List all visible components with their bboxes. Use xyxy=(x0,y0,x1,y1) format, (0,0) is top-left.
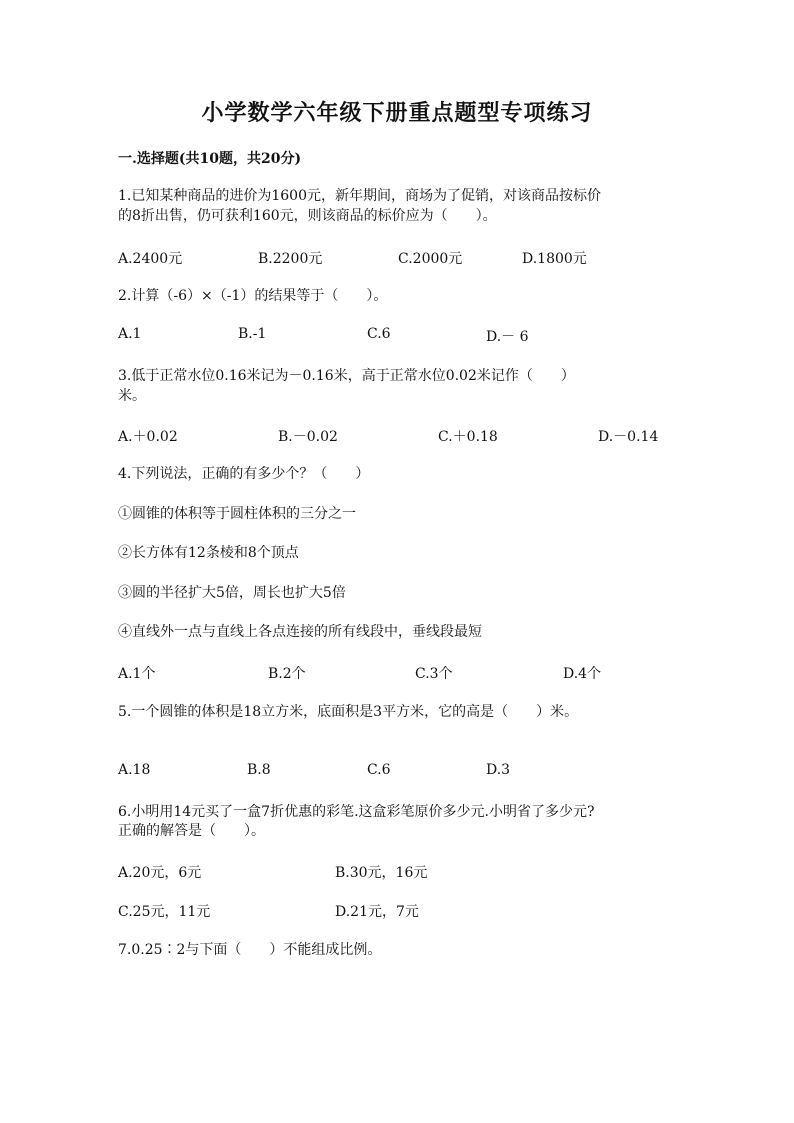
question-1-line-2: 的8折出售，仍可获利160元，则该商品的标价应为（ ）。 xyxy=(118,208,497,224)
question-3-line-1: 3.低于正常水位0.16米记为－0.16米，高于正常水位0.02米记作（ ） xyxy=(118,368,575,384)
question-3-option-b: B.－0.02 xyxy=(278,429,338,445)
question-4-option-b: B.2个 xyxy=(268,666,306,682)
question-5-option-d: D.3 xyxy=(486,762,511,778)
question-4-option-a: A.1个 xyxy=(118,666,156,682)
question-1-line-1: 1.已知某种商品的进价为1600元，新年期间，商场为了促销，对该商品按标价 xyxy=(118,188,601,204)
question-4-statement-1: ①圆锥的体积等于圆柱体积的三分之一 xyxy=(118,506,356,522)
question-5-line-1: 5.一个圆锥的体积是18立方米，底面积是3平方米，它的高是（ ）米。 xyxy=(118,704,579,720)
question-6-option-b: B.30元，16元 xyxy=(335,865,428,881)
question-6-line-2: 正确的解答是（ ）。 xyxy=(118,823,265,839)
question-4-statement-4: ④直线外一点与直线上各点连接的所有线段中，垂线段最短 xyxy=(118,624,482,640)
question-4-line-1: 4.下列说法，正确的有多少个？（ ） xyxy=(118,466,370,482)
question-6-option-a: A.20元，6元 xyxy=(118,865,202,881)
question-6-option-c: C.25元，11元 xyxy=(118,904,211,920)
question-5-option-b: B.8 xyxy=(247,762,271,778)
question-3-option-c: C.＋0.18 xyxy=(438,429,498,445)
question-3-option-a: A.＋0.02 xyxy=(118,429,178,445)
question-2-option-b: B.-1 xyxy=(238,326,267,342)
question-6-option-d: D.21元，7元 xyxy=(335,904,419,920)
question-1-option-d: D.1800元 xyxy=(522,251,587,267)
question-2-option-d: D.－ 6 xyxy=(486,329,529,345)
question-1-option-b: B.2200元 xyxy=(258,251,323,267)
question-4-statement-3: ③圆的半径扩大5倍，周长也扩大5倍 xyxy=(118,585,346,601)
question-1-option-c: C.2000元 xyxy=(398,251,463,267)
question-2-line-1: 2.计算（-6）×（-1）的结果等于（ ）。 xyxy=(118,288,388,304)
question-4-option-c: C.3个 xyxy=(415,666,453,682)
page-title: 小学数学六年级下册重点题型专项练习 xyxy=(201,100,593,126)
question-1-option-a: A.2400元 xyxy=(118,251,183,267)
question-2-option-c: C.6 xyxy=(367,326,391,342)
question-4-option-d: D.4个 xyxy=(563,666,602,682)
question-5-option-c: C.6 xyxy=(367,762,391,778)
question-6-line-1: 6.小明用14元买了一盒7折优惠的彩笔.这盒彩笔原价多少元.小明省了多少元? xyxy=(118,804,595,820)
question-7-line-1: 7.0.25∶2与下面（ ）不能组成比例。 xyxy=(118,942,382,958)
section-heading: 一.选择题(共10题，共20分) xyxy=(118,151,302,167)
question-2-option-a: A.1 xyxy=(118,326,142,342)
question-5-option-a: A.18 xyxy=(118,762,151,778)
question-4-statement-2: ②长方体有12条棱和8个顶点 xyxy=(118,545,299,561)
question-3-option-d: D.－0.14 xyxy=(598,429,659,445)
question-3-line-2: 米。 xyxy=(118,388,146,404)
